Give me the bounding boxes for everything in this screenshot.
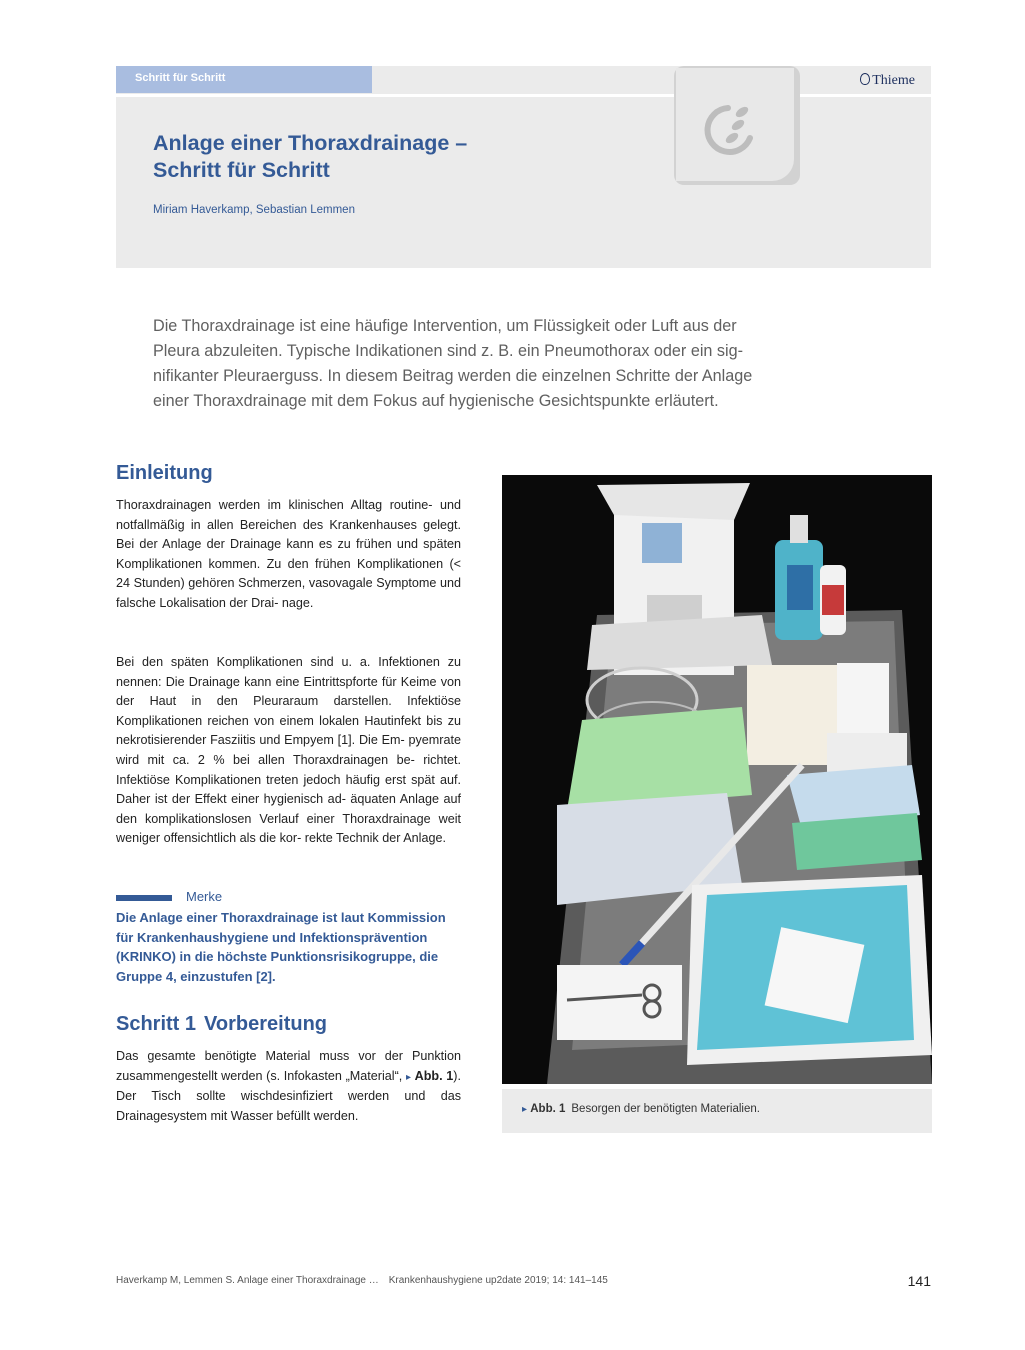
schritt-number: Schritt 1 bbox=[116, 1013, 197, 1035]
abstract-line-2: Pleura abzuleiten. Typische Indikationen sind z. B. ein Pneumothorax oder ein sig- bbox=[153, 342, 743, 360]
merke-text: Die Anlage einer Thoraxdrainage ist laut Kommission für Krankenhaushygiene und Infektionsprävention (KRINKO) in die höchste Punktionsrisikogruppe, die Gruppe 4, einzustufen [2]. bbox=[116, 910, 446, 984]
schritt-1-text-before: Das gesamte benötigte Material muss vor der Punktion zusammengestellt werden (s. Infokasten „Material“, bbox=[116, 1049, 461, 1083]
article-title bbox=[153, 130, 633, 184]
figure-caption bbox=[502, 1089, 932, 1133]
page-number: 141 bbox=[907, 1273, 931, 1289]
caption-label: Abb. 1 bbox=[530, 1103, 566, 1115]
schritt-1-paragraph bbox=[116, 1047, 461, 1126]
abstract-line-1: Die Thoraxdrainage ist eine häufige Intervention, um Flüssigkeit oder Luft aus der bbox=[153, 317, 737, 335]
thieme-icon bbox=[860, 73, 870, 85]
authors: Miriam Haverkamp, Sebastian Lemmen bbox=[153, 204, 355, 216]
section-tag: Schritt für Schritt bbox=[116, 66, 372, 93]
merke-label: Merke bbox=[186, 889, 223, 904]
footer-citation bbox=[116, 1275, 608, 1286]
journal-text: Krankenhaushygiene up2date 2019; 14: 141–145 bbox=[388, 1275, 608, 1286]
caption-text: Besorgen der benötigten Materialien. bbox=[571, 1103, 760, 1115]
ref-arrow-icon: ▸ bbox=[405, 1071, 411, 1083]
step-logo-icon bbox=[698, 98, 768, 158]
schritt-title: Vorbereitung bbox=[204, 1013, 327, 1035]
title-line-1: Anlage einer Thoraxdrainage – bbox=[153, 131, 468, 155]
schritt-1-text-after: ). Der Tisch sollte wischdesinfiziert werden und das Drainagesystem mit Wasser befüllt werden. bbox=[116, 1068, 461, 1123]
abstract-line-4: einer Thoraxdrainage mit dem Fokus auf hygienische Gesichtspunkte erläutert. bbox=[153, 392, 719, 410]
publisher-logo bbox=[860, 73, 915, 89]
merke-bar bbox=[116, 895, 172, 901]
series-logo bbox=[674, 66, 800, 185]
abstract bbox=[153, 314, 823, 414]
schritt-1-heading bbox=[116, 1013, 327, 1036]
figure-reference-link[interactable]: Abb. 1 bbox=[414, 1068, 454, 1083]
einleitung-paragraph-2: Bei den späten Komplikationen sind u. a. Infektionen zu nennen: Die Drainage kann eine Eintrittspforte für Keime von der Haut in den Pleuraraum darstellen. Infektiöse Komplikationen reichen von einem lokalen Hautinfekt bis zu nekrotisierender Fasziitis und Empyem [1]. Die Em- pyemrate wird mit ca. 2 % bei allen Thoraxdrainagen be- richtet. Infektiöse Komplikationen treten jedoch häufig erst spät auf. Daher ist der Effekt einer hygienisch ad- äquaten Anlage auf den komplikationslosen Verlauf einer Thoraxdrainage weit weniger offensichtlich als die kor- rekte Technik der Anlage. bbox=[116, 655, 461, 846]
einleitung-paragraph-1: Thoraxdrainagen werden im klinischen Alltag routine- und notfallmäßig in allen Bereichen des Krankenhauses gelegt. Bei der Anlage der Drainage kann es zu frühen und späten Komplikationen kommen. Zu den frühen Komplikationen (< 24 Stunden) gehören Schmerzen, vasovagale Symptome und falsche Lokalisation der Drai- nage. bbox=[116, 498, 461, 610]
einleitung-heading: Einleitung bbox=[116, 462, 213, 484]
citation-text: Haverkamp M, Lemmen S. Anlage einer Thoraxdrainage … bbox=[116, 1275, 379, 1286]
title-line-2: Schritt für Schritt bbox=[153, 158, 330, 182]
abstract-line-3: nifikanter Pleuraerguss. In diesem Beitrag werden die einzelnen Schritte der Anlage bbox=[153, 367, 753, 385]
figure-photo bbox=[502, 475, 932, 1084]
caption-arrow-icon: ▸ bbox=[522, 1104, 528, 1115]
publisher-name: Thieme bbox=[872, 73, 915, 88]
